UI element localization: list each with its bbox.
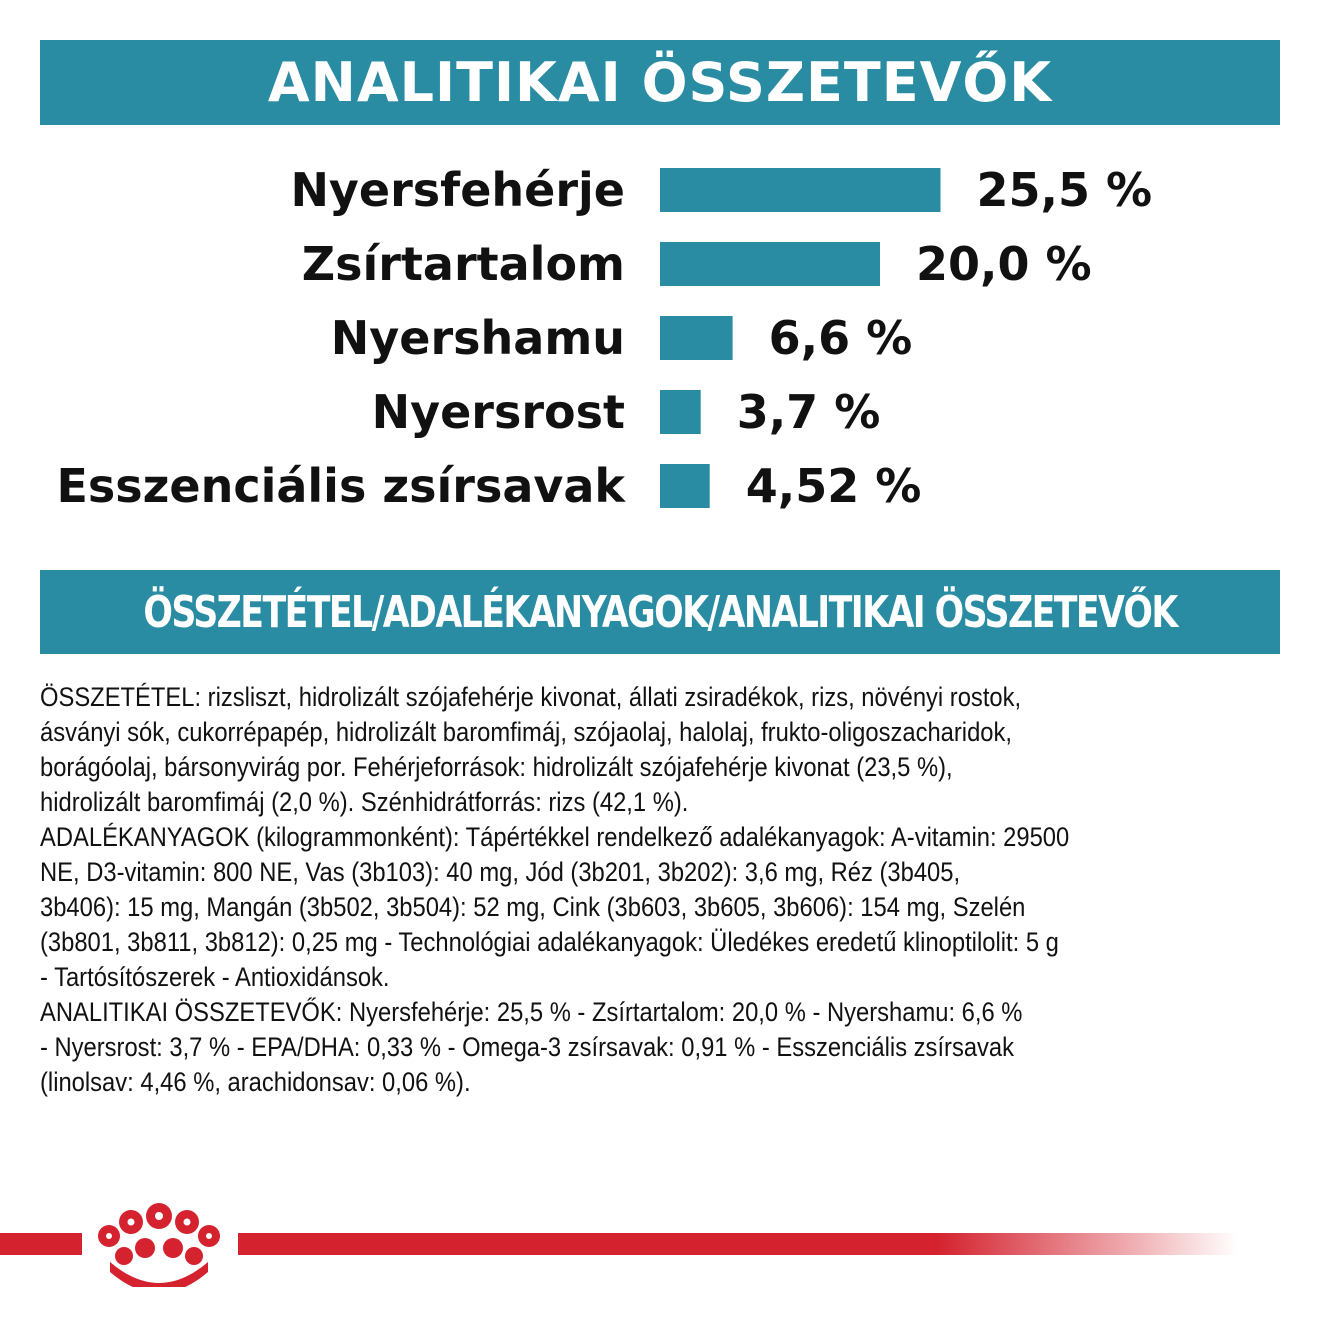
composition-line: ÖSSZETÉTEL: rizsliszt, hidrolizált szójafehérje kivonat, állati zsiradékok, rizs, növényi rostok,: [40, 682, 1022, 712]
composition-text: [40, 680, 1290, 1100]
row-label: Zsírtartalom: [301, 237, 625, 291]
composition-line: - Nyersrost: 3,7 % - EPA/DHA: 0,33 % - Omega-3 zsírsavak: 0,91 % - Esszenciális zsírsavak: [40, 1032, 1015, 1062]
composition-line: 3b406): 15 mg, Mangán (3b502, 3b504): 52 mg, Cink (3b603, 3b605, 3b606): 154 mg, Szelén: [40, 892, 1026, 922]
composition-line: hidrolizált baromfimáj (2,0 %). Szénhidrátforrás: rizs (42,1 %).: [40, 787, 689, 817]
composition-title: ÖSSZETÉTEL/ADALÉKANYAGOK/ANALITIKAI ÖSSZETEVŐK: [143, 586, 1177, 638]
composition-line: - Tartósítószerek - Antioxidánsok.: [40, 962, 390, 992]
value-label: 20,0 %: [916, 237, 1092, 291]
footer-line-left: [0, 1233, 82, 1255]
bar: [660, 316, 733, 360]
bar: [660, 242, 880, 286]
composition-line: (3b801, 3b811, 3b812): 0,25 mg - Technológiai adalékanyagok: Üledékes eredetű klinoptilolit: 5 g: [40, 927, 1059, 957]
row-label: Nyersrost: [371, 385, 625, 439]
analytical-constituents-banner: [40, 40, 1280, 125]
composition-line: ANALITIKAI ÖSSZETEVŐK: Nyersfehérje: 25,5 % - Zsírtartalom: 20,0 % - Nyershamu: 6,6 %: [40, 997, 1023, 1027]
row-label: Esszenciális zsírsavak: [56, 459, 625, 513]
composition-banner: [40, 570, 1280, 654]
royal-canin-crown-icon: [88, 1192, 230, 1287]
bar: [660, 168, 941, 212]
composition-line: ADALÉKANYAGOK (kilogrammonként): Tápértékkel rendelkező adalékanyagok: A-vitamin: 29500: [40, 822, 1070, 852]
bar: [660, 390, 701, 434]
composition-line: borágóolaj, bársonyvirág por. Fehérjeforrások: hidrolizált szójafehérje kivonat (23,5 %),: [40, 752, 953, 782]
value-label: 3,7 %: [736, 385, 881, 439]
row-label: Nyershamu: [330, 311, 625, 365]
bar: [660, 464, 710, 508]
analytical-constituents-chart: [0, 140, 1320, 540]
analytical-constituents-title: ANALITIKAI ÖSSZETEVŐK: [267, 51, 1053, 114]
footer-line-right: [238, 1233, 1238, 1255]
composition-line: NE, D3-vitamin: 800 NE, Vas (3b103): 40 mg, Jód (3b201, 3b202): 3,6 mg, Réz (3b405,: [40, 857, 961, 887]
composition-line: ásványi sók, cukorrépapép, hidrolizált baromfimáj, szójaolaj, halolaj, frukto-oligoszacharidok,: [40, 717, 1013, 747]
row-label: Nyersfehérje: [290, 163, 625, 217]
value-label: 4,52 %: [745, 459, 922, 513]
value-label: 6,6 %: [768, 311, 913, 365]
composition-line: (linolsav: 4,46 %, arachidonsav: 0,06 %).: [40, 1067, 471, 1097]
value-label: 25,5 %: [976, 163, 1153, 217]
